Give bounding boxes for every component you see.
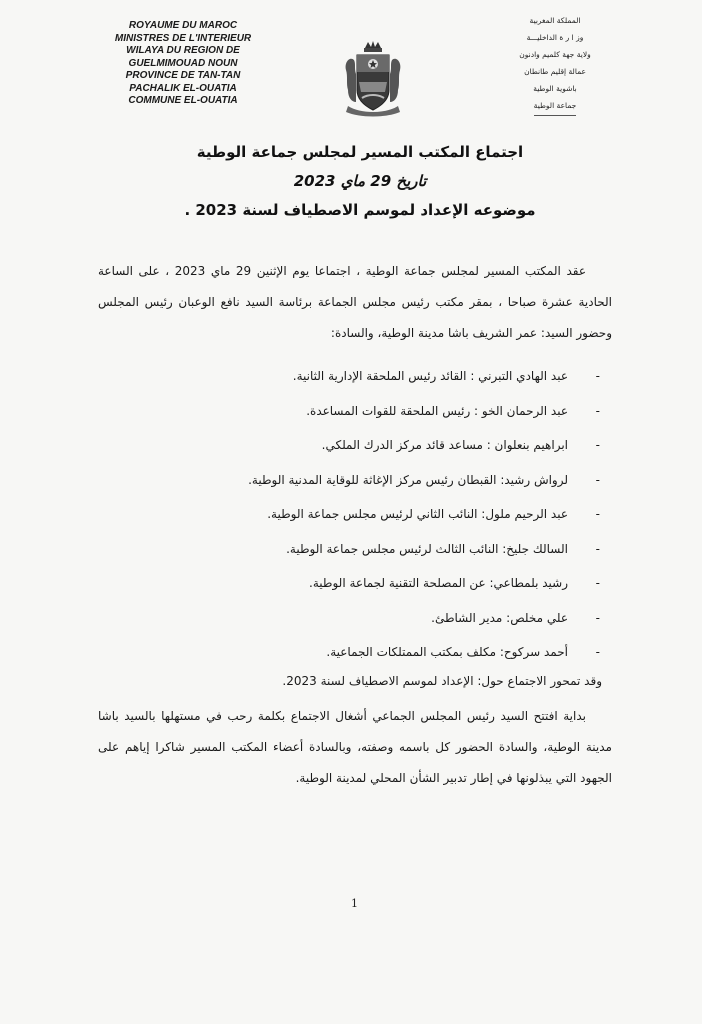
attendee-text: رشيد بلمطاعي: عن المصلحة التقنية لجماعة الوطية. [309, 576, 568, 590]
document-titles [140, 138, 580, 225]
attendee-text: عبد الرحمان الخو : رئيس الملحقة للقوات المساعدة. [306, 403, 568, 418]
meeting-date: تاريخ 29 ماي 2023 [293, 172, 427, 190]
header-ar-line: ولاية جهة كلميم وادنون [519, 50, 591, 59]
list-item [98, 601, 612, 636]
header-fr-line: ROYAUME DU MAROC [128, 20, 238, 31]
list-item [98, 532, 612, 567]
meeting-topic: وقد تمحور الاجتماع حول: الإعداد لموسم الاصطياف لسنة 2023. [282, 673, 602, 688]
list-dash: - [595, 472, 600, 487]
header-ar-line: المملكة المغربية [529, 16, 581, 25]
header-ar-line: باشوية الوطية [533, 84, 577, 93]
document-body [98, 256, 612, 794]
moroccan-coat-of-arms-icon [342, 40, 404, 118]
attendee-text: عبد الرحيم ملول: النائب الثاني لرئيس مجلس جماعة الوطية. [267, 507, 568, 521]
list-item [98, 497, 612, 532]
header-ar-line: جماعة الوطية [534, 97, 577, 116]
attendee-list [98, 359, 612, 670]
header-fr-line: PROVINCE DE TAN-TAN [125, 70, 241, 81]
list-item [98, 463, 612, 498]
header-fr-line: GUELMIMOUAD NOUN [128, 57, 238, 69]
page-number: 1 [351, 897, 358, 910]
opening-paragraph: بداية افتتح السيد رئيس المجلس الجماعي أشغال الاجتماع بكلمة رحب في مستهلها بالسيد باشا مدينة الوطية، والسادة الحضور كل باسمه وصفته، وبالسادة أعضاء المكتب المسير شاكرا إياهم على الجهود التي يبذلونها في إطار تدبير الشأن المحلي لمدينة الوطية. [98, 708, 612, 785]
list-item [98, 428, 612, 463]
list-dash: - [595, 541, 600, 556]
list-item [98, 359, 612, 394]
attendee-text: علي مخلص: مدير الشاطئ. [431, 610, 568, 625]
header-fr-line: WILAYA DU REGION DE [126, 45, 240, 56]
list-dash: - [595, 610, 600, 625]
list-item [98, 566, 612, 601]
header-ar-line: عمالة إقليم طانطان [524, 67, 586, 76]
list-item [98, 394, 612, 429]
attendee-text: أحمد سركوح: مكلف بمكتب الممتلكات الجماعية. [326, 645, 568, 659]
header-ar-line: وز ا ر ة الداخليـــة [526, 33, 584, 42]
header-fr-line: MINISTRES DE L'INTERIEUR [114, 32, 252, 44]
header-fr-line: PACHALIK EL-OUATIA [129, 82, 237, 94]
attendee-text: لرواش رشيد: القبطان رئيس مركز الإغاثة للوقاية المدنية الوطية. [248, 472, 568, 487]
intro-paragraph: عقد المكتب المسير لمجلس جماعة الوطية ، اجتماعا يوم الإثنين 29 ماي 2023 ، على الساعة الحادية عشرة صباحا ، بمقر مكتب رئيس مجلس الجماعة برئاسة السيد نافع الوعبان رئيس المجلس وحضور السيد: عمر الشريف باشا مدينة الوطية، والسادة: [98, 264, 612, 340]
list-dash: - [595, 369, 600, 383]
attendee-text: عبد الهادي التبرني : القائد رئيس الملحقة الإدارية الثانية. [292, 369, 568, 383]
attendee-text: ابراهيم بنعلوان : مساعد قائد مركز الدرك الملكي. [321, 438, 568, 452]
header-french [98, 20, 268, 108]
header-arabic [500, 12, 610, 116]
list-dash: - [595, 507, 600, 521]
list-dash: - [595, 403, 600, 418]
list-item [98, 635, 612, 670]
attendee-text: السالك جليخ: النائب الثالث لرئيس مجلس جماعة الوطية. [286, 541, 568, 556]
list-dash: - [595, 645, 600, 659]
header-fr-line: COMMUNE EL-OUATIA [128, 95, 238, 106]
list-dash: - [595, 438, 600, 452]
meeting-title: اجتماع المكتب المسير لمجلس جماعة الوطية [196, 143, 524, 161]
meeting-subject: موضوعه الإعداد لموسم الاصطياف لسنة 2023 . [184, 201, 536, 219]
list-dash: - [595, 576, 600, 590]
